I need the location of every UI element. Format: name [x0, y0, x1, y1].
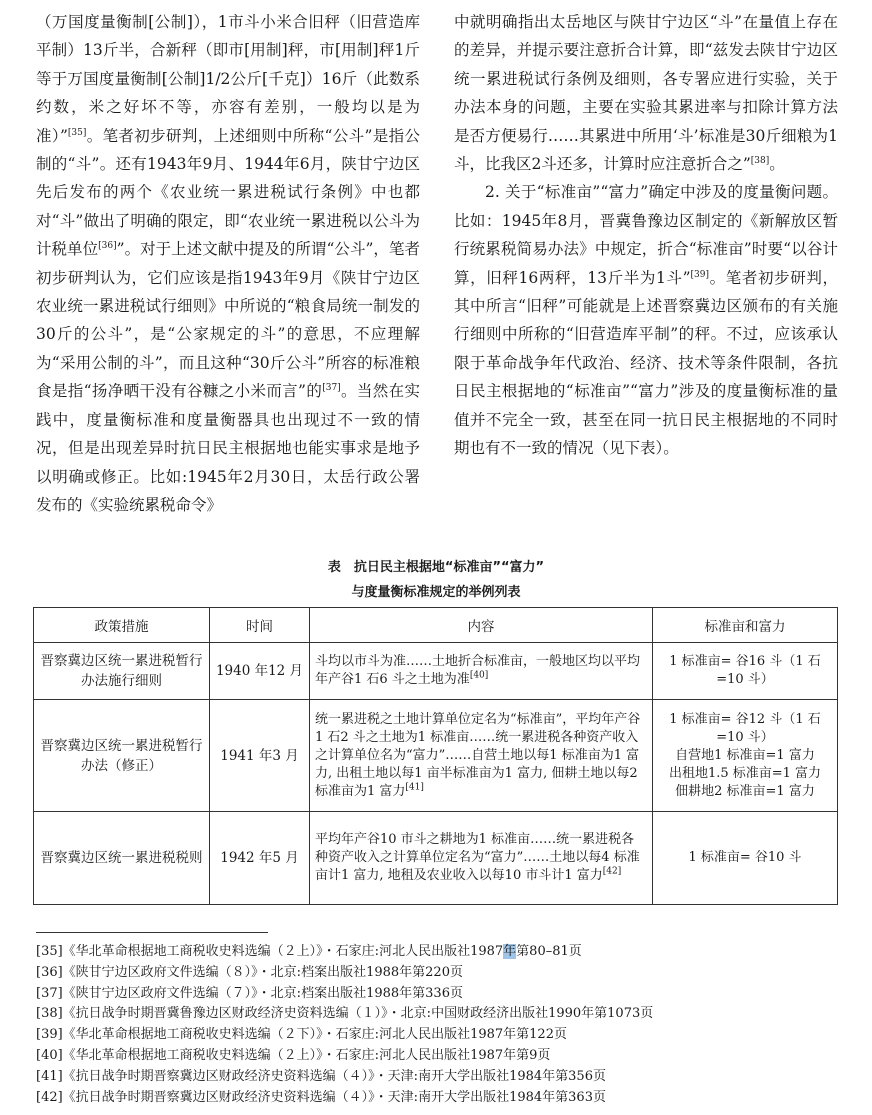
cell-policy: 晋察冀边区统一累进税暂行办法施行细则: [34, 643, 210, 700]
footnote: [39]《华北革命根据地工商税收史料选编（２下）》・石家庄:河北人民出版社1987年第122页: [36, 1027, 567, 1043]
left-text-1: （万国度量衡制[公制]），1市斗小米合旧秤（旧营造库平制）13斤半，合新秤（即市[用制]秤，市[用制]秤1斤等于万国度量衡制[公制]1/2公斤[千克]）16斤（此数系约数，米之好坏不等，亦容有差别，一般均以是为准）”: [36, 13, 420, 145]
content-text: 平均年产谷10 市斗之耕地为1 标准亩……统一累进税各种资产收入之计算单位定名为“富力”……土地以每4 标准亩计1 富力, 地租及农业收入以每10 市斗计1 富力: [315, 832, 640, 883]
ref-41: [41]: [405, 782, 424, 793]
ref-36: [36]: [98, 241, 117, 252]
cell-standard: [653, 700, 838, 812]
footnote-text-end: 第80–81页: [516, 944, 582, 959]
cell-content: [310, 700, 653, 812]
std-line: 自营地1 标准亩=1 富力: [675, 747, 815, 763]
header-content: 内容: [310, 608, 653, 643]
content-text: 斗均以市斗为准……土地折合标准亩，一般地区均以平均年产谷1 石6 斗之土地为准: [315, 654, 641, 687]
left-text-3: ”。对于上述文献中提及的所谓“公斗”，笔者初步研判认为，它们应该是指1943年9月《陕甘宁边区农业统一累进税试行细则》中所说的“粮食局统一制发的30斤的公斗”，是“公家规定的斗”的意思，不应理解为“采用公制的斗”，而且这种“30斤公斗”所容的标准粮食是指“扬净晒干没有谷糠之小米而言”的: [36, 240, 420, 401]
right-text-2: 2. 关于“标准亩”“富力”确定中涉及的度量衡问题。比如：1945年8月，晋冀鲁豫边区制定的《新解放区暂行统累税简易办法》中规定，折合“标准亩”时要“以谷计算，旧秤16两秤，13斤半为1斗”: [454, 183, 838, 287]
cell-content: [310, 812, 653, 905]
table-header-row: [34, 608, 838, 643]
footnote: [41]《抗日战争时期晋察冀边区财政经济史资料选编（４）》・天津:南开大学出版社1984年第356页: [36, 1068, 606, 1084]
cell-time: 1940 年12 月: [210, 643, 310, 700]
left-column: [36, 8, 420, 519]
table-row: [34, 812, 838, 905]
header-standard: 标准亩和富力: [653, 608, 838, 643]
highlighted-text: 年: [503, 944, 517, 959]
std-line: 1 标准亩= 谷10 斗: [688, 850, 802, 865]
table-title-line1: 表 抗日民主根据地“标准亩”“富力”: [327, 560, 545, 575]
header-policy: 政策措施: [34, 608, 210, 643]
cell-time: 1942 年5 月: [210, 812, 310, 905]
left-paragraph: [36, 8, 420, 519]
footnote: [40]《华北革命根据地工商税收史料选编（２上）》・石家庄:河北人民出版社1987年第9页: [36, 1047, 551, 1063]
table-title-line2: 与度量衡标准规定的举例列表: [351, 585, 521, 600]
cell-policy: 晋察冀边区统一累进税税则: [34, 812, 210, 905]
ref-40: [40]: [469, 670, 489, 681]
right-column: [454, 8, 838, 463]
cell-policy: 晋察冀边区统一累进税暂行办法（修正）: [34, 700, 210, 812]
header-time: 时间: [210, 608, 310, 643]
std-line: 1 标准亩= 谷16 斗（1 石=10 斗）: [669, 654, 821, 687]
cell-standard: [653, 643, 838, 700]
footnote: [36]《陕甘宁边区政府文件选编（８）》・北京:档案出版社1988年第220页: [36, 964, 463, 980]
footnotes: [36, 942, 856, 1108]
ref-39: [39]: [690, 269, 709, 280]
ref-42: [42]: [602, 866, 622, 877]
policy-table: [33, 607, 838, 905]
std-line: 佃耕地2 标准亩=1 富力: [675, 783, 815, 799]
content-text: 统一累进税之土地计算单位定名为“标准亩”，平均年产谷1 石2 斗之土地为1 标准亩……统一累进税各种资产收入之计算单位名为“富力”……自营土地以每1 标准亩为1 富力, 出租土地以每1 亩半标准亩为1 富力, 佃耕土地以每2 标准亩为1 富力: [315, 711, 641, 799]
footnote: [38]《抗日战争时期晋冀鲁豫边区财政经济史资料选编（１）》・北京:中国财政经济出版社1990年第1073页: [36, 1006, 654, 1022]
table-row: [34, 643, 838, 700]
std-line: 1 标准亩= 谷12 斗（1 石=10 斗）: [669, 711, 821, 745]
std-line: 出租地1.5 标准亩=1 富力: [668, 765, 822, 781]
ref-37: [37]: [322, 383, 341, 394]
right-text-1-end: 。: [769, 155, 785, 174]
footnote: [36, 942, 856, 963]
cell-time: 1941 年3 月: [210, 700, 310, 812]
left-text-4: 。当然在实践中，度量衡标准和度量衡器具也出现过不一致的情况，但是出现差异时抗日民主根据地也能实事求是地予以明确或修正。比如:1945年2月30日，太岳行政公署发布的《实验统累税命令》: [36, 382, 420, 514]
right-paragraph-2: [454, 178, 838, 462]
footnote-divider: [36, 932, 268, 933]
cell-content: [310, 643, 653, 700]
left-text-2: 。笔者初步研判，上述细则中所称“公斗”是指公制的“斗”。还有1943年9月、1944年6月，陕甘宁边区先后发布的两个《农业统一累进税试行条例》中也都对“斗”做出了明确的限定，即“农业统一累进税以公斗为计税单位: [36, 126, 420, 259]
right-paragraph-1: [454, 8, 838, 178]
right-text-3: 。笔者初步研判，其中所言“旧秤”可能就是上述晋察冀边区颁布的有关施行细则中所称的“旧营造库平制”的秤。不过，应该承认限于革命战争年代政治、经济、技术等条件限制，各抗日民主根据地的“标准亩”“富力”涉及的度量衡标准的量值并不完全一致，甚至在同一抗日民主根据地的不同时期也有不一致的情况（见下表）。: [454, 268, 838, 458]
cell-standard: [653, 812, 838, 905]
table-row: [34, 700, 838, 812]
footnote: [42]《抗日战争时期晋察冀边区财政经济史资料选编（４）》・天津:南开大学出版社1984年第363页: [36, 1089, 606, 1105]
right-text-1: 中就明确指出太岳地区与陕甘宁边区“斗”在量值上存在的差异，并提示要注意折合计算，即“兹发去陕甘宁边区统一累进税试行条例及细则，各专署应进行实验，关于办法本身的问题，主要在实验其累进率与扣除计算方法是否方便易行……其累进中所用‘斗’标准是30斤细粮为1斗，比我区2斗还多，计算时应注意折合之”: [454, 13, 838, 174]
ref-35: [35]: [67, 127, 87, 138]
footnote-text: [35]《华北革命根据地工商税收史料选编（２上）》・石家庄:河北人民出版社1987: [36, 944, 504, 959]
footnote: [37]《陕甘宁边区政府文件选编（７）》・北京:档案出版社1988年第336页: [36, 985, 463, 1001]
ref-38: [38]: [750, 155, 770, 166]
